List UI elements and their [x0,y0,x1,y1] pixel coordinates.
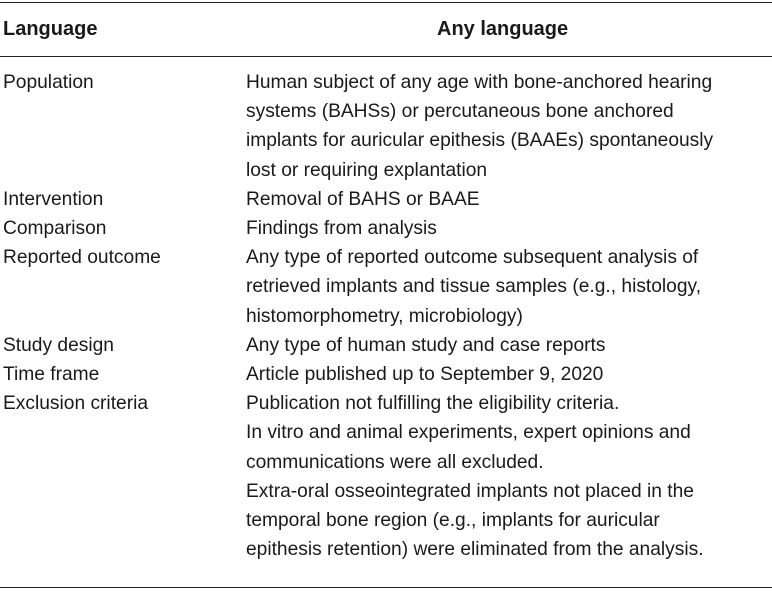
row-value-line: In vitro and animal experiments, expert opinions and [246,422,691,444]
table-bottom-rule [0,587,772,588]
header-rule [0,56,772,57]
row-value-line: histomorphometry, microbiology) [246,305,523,327]
row-label: Reported outcome [3,247,161,269]
row-value-line: Findings from analysis [246,218,437,240]
row-label: Study design [3,334,114,356]
row-value-line: Human subject of any age with bone-anchored hearing [246,72,713,93]
row-exclusion-criteria [0,389,772,564]
row-value [246,185,772,214]
row-value-line: communications were all excluded. [246,451,544,473]
row-reported-outcome [0,243,772,331]
table-header [0,2,772,56]
row-value-line: systems (BAHSs) or percutaneous bone anchored [246,101,674,123]
row-label: Time frame [3,364,100,386]
row-value-line: retrieved implants and tissue samples (e.g., histology, [246,276,702,298]
row-population [0,68,772,185]
row-value-line: Extra-oral osseointegrated implants not placed in the [246,480,694,502]
row-value-line: lost or requiring explantation [246,159,488,181]
row-value-line: temporal bone region (e.g., implants for auricular [246,510,660,532]
row-label: Population [3,72,94,93]
row-value-line: Any type of human study and case reports [246,334,606,356]
row-value [246,331,772,360]
row-label: Exclusion criteria [3,393,149,415]
row-value-line: Any type of reported outcome subsequent analysis of [246,247,699,269]
row-comparison [0,214,772,243]
table-body [0,68,772,564]
row-value-line: implants for auricular epithesis (BAAEs) spontaneously [246,130,714,152]
row-value [246,360,772,389]
row-value [246,214,772,243]
row-value-line: Publication not fulfilling the eligibility criteria. [246,393,620,415]
row-value [246,68,772,185]
row-label: Intervention [3,188,104,210]
row-value [246,243,772,331]
row-value-line: Article published up to September 9, 2020 [246,364,604,386]
row-value [246,389,772,564]
row-intervention [0,185,772,214]
header-any-language: Any language [437,18,569,40]
row-time-frame [0,360,772,389]
row-label: Comparison [3,218,107,240]
header-language: Language [3,18,98,40]
row-value-line: Removal of BAHS or BAAE [246,188,480,210]
row-value-line: epithesis retention) were eliminated from the analysis. [246,539,704,561]
row-study-design [0,331,772,360]
